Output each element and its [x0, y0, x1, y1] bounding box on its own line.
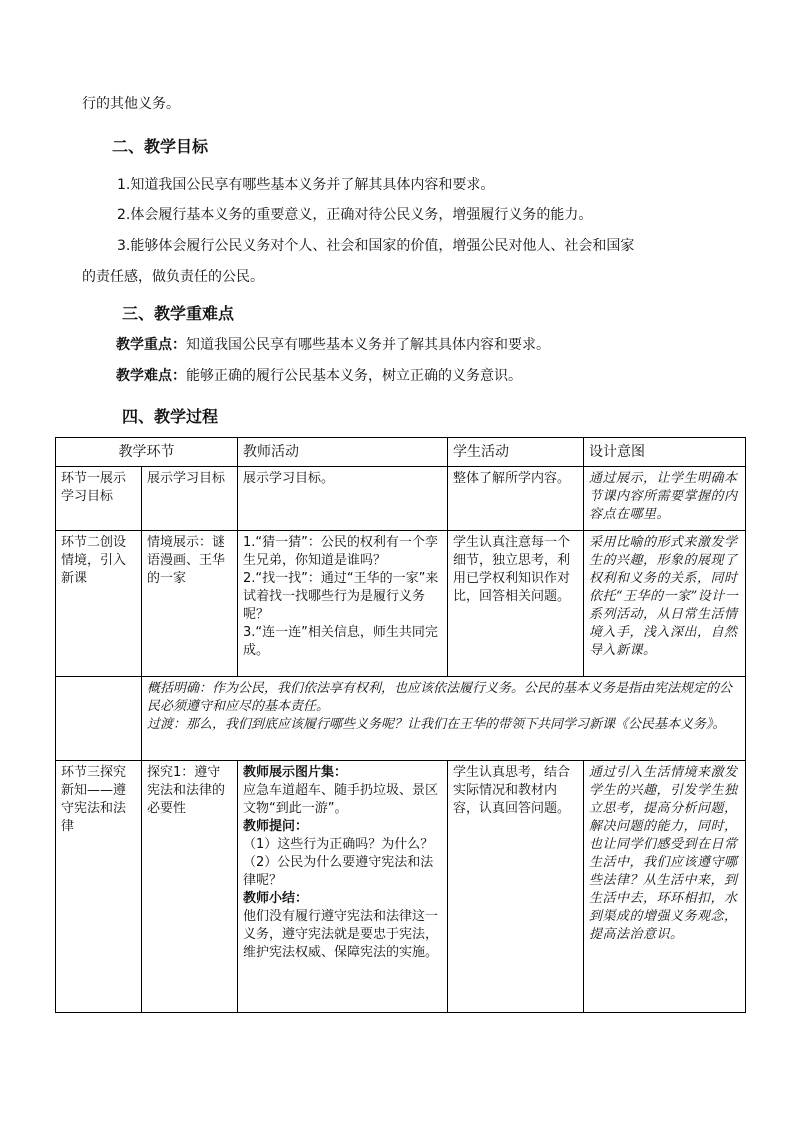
row3-teacher-label-3: 教师小结： — [243, 891, 309, 906]
table-header-row — [56, 438, 746, 467]
row2-teacher-line-3: 3.“连一连”相关信息，师生共同完成。 — [243, 625, 438, 658]
header-stage: 教学环节 — [56, 438, 238, 467]
difficult-point-label: 教学难点： — [116, 368, 186, 384]
row3-teacher-question-1: （1）这些行为正确吗？为什么？ — [243, 837, 434, 852]
row2-sub: 情境展示：谜语漫画、王华的一家 — [142, 531, 238, 677]
goal-2: 2.体会履行基本义务的重要意义，正确对待公民义务，增强履行义务的能力。 — [117, 207, 593, 223]
header-intent: 设计意图 — [584, 438, 746, 467]
section4-heading: 四、教学过程 — [122, 407, 219, 426]
row2-teacher-line-2: 2.“找一找”：通过“王华的一家”来试着找一找哪些行为是履行义务呢？ — [243, 571, 439, 622]
table-row — [56, 677, 746, 761]
goal-3: 3.能够体会履行公民义务对个人、社会和国家的价值，增强公民对他人、社会和国家 — [117, 238, 635, 254]
row3-teacher — [238, 761, 448, 1013]
teaching-process-table — [55, 437, 746, 1013]
key-point — [116, 335, 550, 355]
summary-empty-cell — [56, 677, 142, 761]
section3-heading: 三、教学重难点 — [122, 304, 235, 323]
key-point-text: 知道我国公民享有哪些基本义务并了解其具体内容和要求。 — [186, 337, 550, 353]
section2-heading: 二、教学目标 — [112, 137, 209, 156]
goal-1: 1.知道我国公民享有哪些基本义务并了解其具体内容和要求。 — [117, 177, 495, 193]
difficult-point — [116, 366, 522, 386]
row1-intent: 通过展示，让学生明确本节课内容所需要掌握的内容点在哪里。 — [584, 467, 746, 531]
row3-teacher-question-2: （2）公民为什么要遵守宪法和法律呢？ — [243, 855, 434, 888]
row2-intent: 采用比喻的形式来激发学生的兴趣，形象的展现了权利和义务的关系，同时依托“王华的一家”设计一系列活动，从日常生活情境入手，浅入深出，自然导入新课。 — [584, 531, 746, 677]
row2-stage: 环节二创设情境，引入新课 — [56, 531, 142, 677]
table-row — [56, 761, 746, 1013]
row3-student: 学生认真思考，结合实际情况和教材内容，认真回答问题。 — [448, 761, 584, 1013]
summary-line-2: 过渡：那么，我们到底应该履行哪些义务呢？让我们在王华的带领下共同学习新课《公民基本义务》。 — [147, 717, 726, 732]
row3-sub: 探究1：遵守宪法和法律的必要性 — [142, 761, 238, 1013]
row1-teacher: 展示学习目标。 — [238, 467, 448, 531]
row2-teacher-line-1: 1.“猜一猜”：公民的权利有一个孪生兄弟，你知道是谁吗？ — [243, 535, 438, 568]
row3-teacher-text-3: 他们没有履行遵守宪法和法律这一义务，遵守宪法就是要忠于宪法，维护宪法权威、保障宪法的实施。 — [243, 909, 439, 960]
difficult-point-text: 能够正确的履行公民基本义务，树立正确的义务意识。 — [186, 368, 522, 384]
row3-intent: 通过引入生活情境来激发学生的兴趣，引发学生独立思考，提高分析问题，解决问题的能力，同时，也让同学们感受到在日常生活中，我们应该遵守哪些法律？从生活中来，到生活中去，环环相扣，水到渠成的增强义务观念，提高法治意识。 — [584, 761, 746, 1013]
header-student: 学生活动 — [448, 438, 584, 467]
summary-line-1: 概括明确：作为公民，我们依法享有权利，也应该依法履行义务。公民的基本义务是指由宪法规定的公民必须遵守和应尽的基本责任。 — [147, 681, 733, 714]
row2-teacher — [238, 531, 448, 677]
goal-3-continued: 的责任感，做负责任的公民。 — [82, 269, 264, 285]
row3-teacher-text-1: 应急车道超车、随手扔垃圾、景区文物“到此一游”。 — [243, 783, 439, 816]
row2-student: 学生认真注意每一个细节，独立思考，利用已学权利知识作对比，回答相关问题。 — [448, 531, 584, 677]
row1-student: 整体了解所学内容。 — [448, 467, 584, 531]
summary-cell — [142, 677, 746, 761]
row1-stage: 环节一展示学习目标 — [56, 467, 142, 531]
header-teacher: 教师活动 — [238, 438, 448, 467]
table-row — [56, 531, 746, 677]
intro-tail-text: 行的其他义务。 — [82, 96, 180, 112]
row3-teacher-label-1: 教师展示图片集： — [243, 765, 348, 780]
key-point-label: 教学重点： — [116, 337, 186, 353]
row1-sub: 展示学习目标 — [142, 467, 238, 531]
row3-stage: 环节三探究新知——遵守宪法和法律 — [56, 761, 142, 1013]
row3-teacher-label-2: 教师提问： — [243, 819, 309, 834]
table-row — [56, 467, 746, 531]
